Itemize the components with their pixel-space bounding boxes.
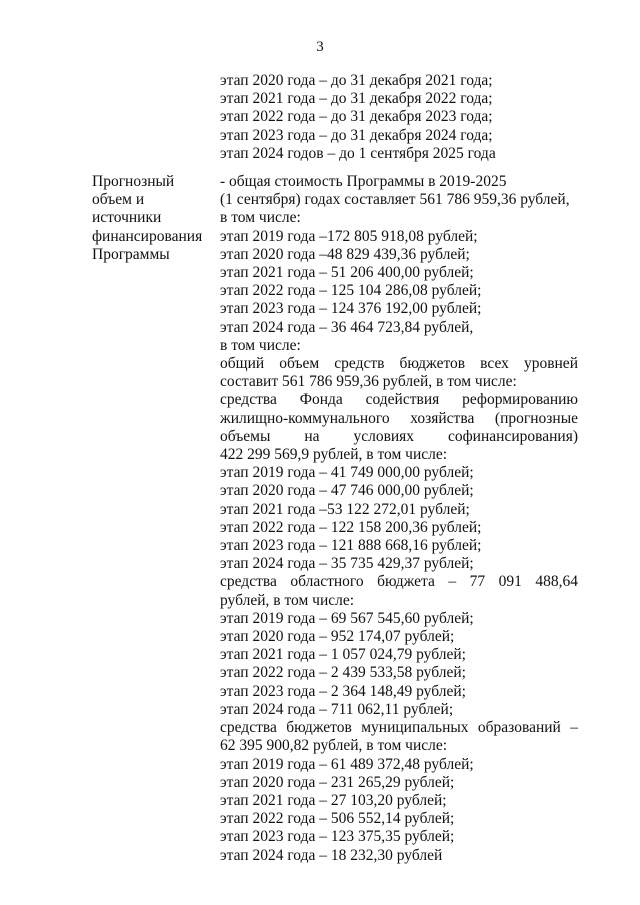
financing-line: в том числе: (220, 209, 301, 227)
financing-line: этап 2019 года – 69 567 545,60 рублей; (220, 609, 474, 627)
stage-line: этап 2021 года – до 31 декабря 2022 года; (220, 90, 493, 108)
financing-line: этап 2023 года – 124 376 192,00 рублей; (220, 300, 482, 318)
financing-line: составит 561 786 959,36 рублей, в том числе: (220, 373, 517, 391)
financing-line: 62 395 900,82 рублей, в том числе: (220, 737, 448, 755)
financing-line: объемы на условиях софинансирования) (220, 427, 578, 445)
financing-line: этап 2020 года – 952 174,07 рублей; (220, 628, 455, 646)
stages-block (220, 72, 580, 163)
financing-line: - общая стоимость Программы в 2019-2025 (220, 173, 507, 190)
financing-line: (1 сентября) годах составляет 561 786 959,36 рублей, (220, 191, 570, 209)
financing-line: этап 2022 года – 125 104 286,08 рублей; (220, 282, 482, 300)
stage-line: этап 2023 года – до 31 декабря 2024 года; (220, 126, 493, 144)
label-line: финансирования (92, 227, 203, 245)
financing-line: этап 2020 года – 231 265,29 рублей; (220, 773, 455, 791)
financing-line: средства Фонда содействия реформированию (220, 391, 578, 409)
financing-line: этап 2021 года – 51 206 400,00 рублей; (220, 264, 474, 282)
financing-line: этап 2024 года – 36 464 723,84 рублей, (220, 318, 474, 336)
label-line: Программы (92, 245, 170, 263)
financing-line: этап 2022 года – 122 158 200,36 рублей; (220, 518, 482, 536)
financing-label (92, 173, 212, 264)
financing-line: этап 2024 года – 18 232,30 рублей (220, 846, 443, 864)
financing-line: в том числе: (220, 336, 301, 354)
page-number: 3 (316, 39, 324, 55)
financing-line: этап 2024 года – 711 062,11 рублей; (220, 700, 454, 718)
financing-line: этап 2021 года – 1 057 024,79 рублей; (220, 646, 466, 664)
financing-line: этап 2020 года –48 829 439,36 рублей; (220, 245, 470, 263)
stage-line: этап 2022 года – до 31 декабря 2023 года; (220, 108, 493, 126)
financing-line: этап 2022 года – 506 552,14 рублей; (220, 810, 455, 828)
financing-line: этап 2020 года – 47 746 000,00 рублей; (220, 482, 474, 500)
financing-line: 422 299 569,9 рублей, в том числе: (220, 446, 448, 464)
financing-line: этап 2023 года – 123 375,35 рублей; (220, 828, 455, 846)
financing-line: этап 2019 года – 41 749 000,00 рублей; (220, 464, 474, 482)
financing-line: общий объем средств бюджетов всех уровней (220, 355, 578, 373)
label-line: Прогнозный (92, 173, 175, 190)
financing-line: этап 2021 года –53 122 272,01 рублей; (220, 500, 470, 518)
financing-line: этап 2021 года – 27 103,20 рублей; (220, 791, 447, 809)
financing-details (220, 173, 578, 865)
stage-line: этап 2020 года – до 31 декабря 2021 года; (220, 72, 493, 89)
financing-line: средства бюджетов муниципальных образований – (220, 719, 578, 737)
financing-line: жилищно-коммунального хозяйства (прогнозные (220, 409, 578, 427)
financing-line: рублей, в том числе: (220, 591, 355, 609)
label-line: объем и (92, 191, 145, 209)
financing-line: этап 2024 года – 35 735 429,37 рублей; (220, 555, 474, 573)
financing-line: этап 2019 года –172 805 918,08 рублей; (220, 227, 478, 245)
stage-line: этап 2024 годов – до 1 сентября 2025 года (220, 144, 496, 162)
financing-line: средства областного бюджета – 77 091 488,64 (220, 573, 578, 591)
financing-line: этап 2023 года – 121 888 668,16 рублей; (220, 537, 482, 555)
label-line: источники (92, 209, 162, 227)
financing-line: этап 2022 года – 2 439 533,58 рублей; (220, 664, 466, 682)
financing-line: этап 2019 года – 61 489 372,48 рублей; (220, 755, 474, 773)
financing-line: этап 2023 года – 2 364 148,49 рублей; (220, 682, 466, 700)
